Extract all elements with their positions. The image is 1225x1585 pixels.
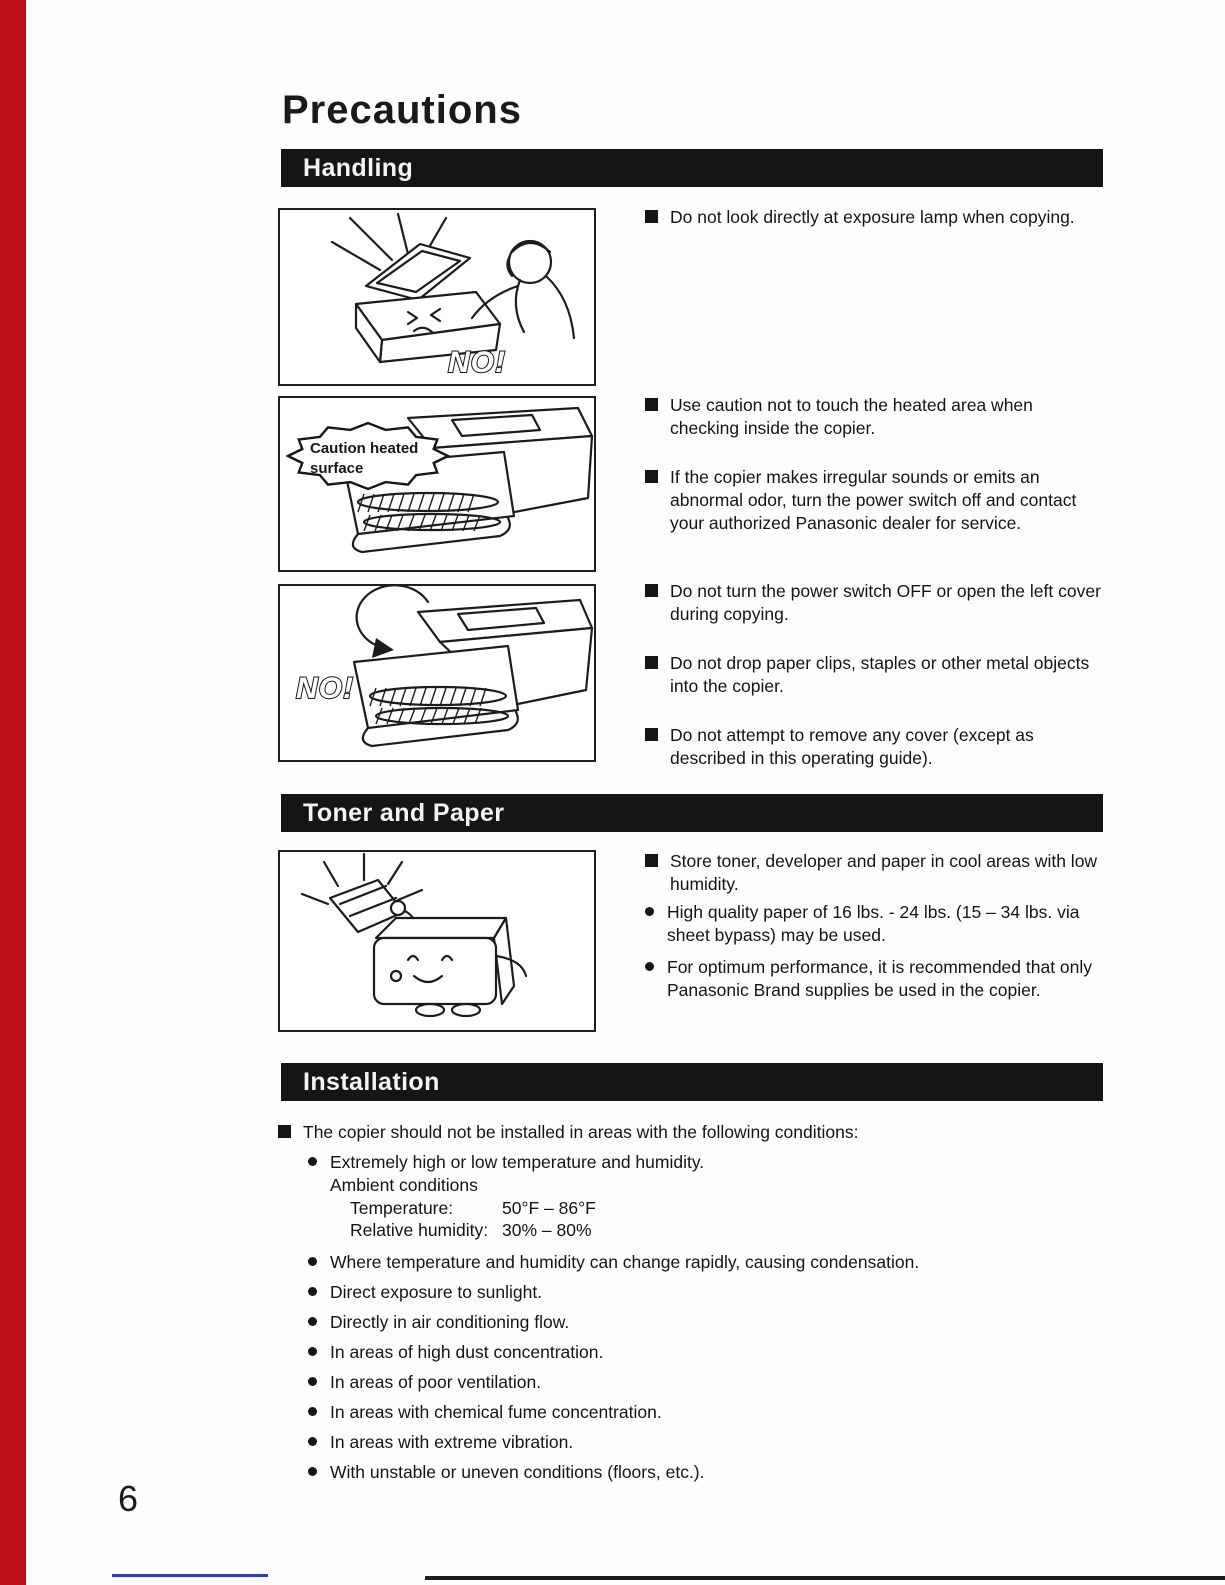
toner-character [374,901,526,1016]
do-not-open-drawing [280,586,594,760]
illustration-do-not-open-cover [278,584,596,762]
installation-intro-text: The copier should not be installed in areas with the following conditions: [303,1122,859,1142]
dot-bullet-icon [645,962,654,971]
square-bullet-icon [645,728,658,741]
square-bullet-icon [645,470,658,483]
exposure-lamp-drawing [280,210,594,384]
installation-item [308,1251,1168,1274]
temperature-value: 50°F – 86°F [502,1197,596,1218]
installation-item-text: Where temperature and humidity can change rapidly, causing condensation. [330,1252,920,1272]
dot-bullet-icon [308,1407,317,1416]
page-number: 6 [118,1478,139,1519]
installation-item-text: In areas with chemical fume concentration. [330,1402,662,1422]
dot-bullet-icon [308,1467,317,1476]
installation-item [308,1461,1168,1484]
handling-item [645,724,1103,770]
curved-arrow [357,586,428,658]
installation-item-text: In areas with extreme vibration. [330,1432,574,1452]
ambient-conditions-label: Ambient conditions [330,1174,478,1195]
installation-item [308,1281,1168,1304]
handling-item-text: Do not turn the power switch OFF or open the left cover during copying. [670,581,1101,624]
section-header-toner-and-paper [281,794,1103,832]
toner-item-text: High quality paper of 16 lbs. - 24 lbs. (15 – 34 lbs. via sheet bypass) may be used. [667,902,1080,945]
toner-item [645,901,1107,947]
installation-item [308,1431,1168,1454]
handling-item [645,466,1103,534]
dot-bullet-icon [308,1377,317,1386]
no-label: NO! [448,346,506,379]
dot-bullet-icon [308,1257,317,1266]
square-bullet-icon [645,854,658,867]
toner-item [645,850,1107,896]
page-edge-red-strip [0,0,26,1585]
copier-sketch [354,600,592,746]
square-bullet-icon [278,1125,291,1138]
dot-bullet-icon [308,1347,317,1356]
installation-item-text: Directly in air conditioning flow. [330,1312,570,1332]
illustration-exposure-lamp [278,208,596,386]
section-header-handling [281,149,1103,187]
dot-bullet-icon [308,1287,317,1296]
square-bullet-icon [645,210,658,223]
toner-item-text: Store toner, developer and paper in cool areas with low humidity. [670,851,1098,894]
caution-bubble-line1: Caution heated [310,440,419,457]
installation-item [308,1341,1168,1364]
section-header-installation [281,1063,1103,1101]
handling-item [645,652,1103,698]
square-bullet-icon [645,656,658,669]
handling-item-text: Do not drop paper clips, staples or other metal objects into the copier. [670,653,1090,696]
installation-item-text: With unstable or uneven conditions (floors, etc.). [330,1462,705,1482]
handling-item-text: If the copier makes irregular sounds or emits an abnormal odor, turn the power switch off and contact your authorized Panasonic dealer for service. [670,467,1077,533]
square-bullet-icon [645,398,658,411]
toner-drawing [280,852,594,1030]
handling-item-text: Do not attempt to remove any cover (except as described in this operating guide). [670,725,1034,768]
handling-item [645,394,1103,440]
installation-item-text: Direct exposure to sunlight. [330,1282,543,1302]
no-label: NO! [296,672,354,705]
installation-item [308,1401,1168,1424]
temperature-label: Temperature: [350,1197,454,1218]
section-heading-text: Toner and Paper [303,798,505,827]
installation-item [308,1371,1168,1394]
toner-item [645,956,1107,1002]
humidity-row [330,1219,704,1242]
page-bottom-edge-line [425,1576,1225,1580]
handling-item-text: Use caution not to touch the heated area when checking inside the copier. [670,395,1033,438]
installation-item-text: Extremely high or low temperature and humidity. [330,1152,705,1172]
illustration-toner-storage [278,850,596,1032]
caution-bubble-line2: surface [310,460,364,477]
installation-item-text: In areas of high dust concentration. [330,1342,604,1362]
dot-bullet-icon [308,1437,317,1446]
handling-item [645,206,1103,229]
handling-item-text: Do not look directly at exposure lamp when copying. [670,207,1075,227]
humidity-label: Relative humidity: [350,1220,489,1241]
installation-item-block [330,1151,704,1242]
dot-bullet-icon [308,1157,317,1166]
dot-bullet-icon [308,1317,317,1326]
page-title: Precautions [282,88,522,132]
illustration-heated-surface [278,396,596,572]
installation-item [308,1151,1168,1242]
square-bullet-icon [645,584,658,597]
temperature-row [330,1197,704,1220]
heated-surface-drawing [280,398,594,570]
installation-item-text: In areas of poor ventilation. [330,1372,542,1392]
installation-item [308,1311,1168,1334]
toner-item-text: For optimum performance, it is recommended that only Panasonic Brand supplies be used in the copier. [667,957,1093,1000]
section-heading-text: Installation [303,1067,440,1096]
installation-intro [278,1121,1158,1144]
copier-sketch [356,244,500,362]
dot-bullet-icon [645,907,654,916]
humidity-value: 30% – 80% [502,1220,592,1241]
section-heading-text: Handling [303,153,414,182]
handling-item [645,580,1103,626]
footer-blue-underline [112,1574,268,1577]
